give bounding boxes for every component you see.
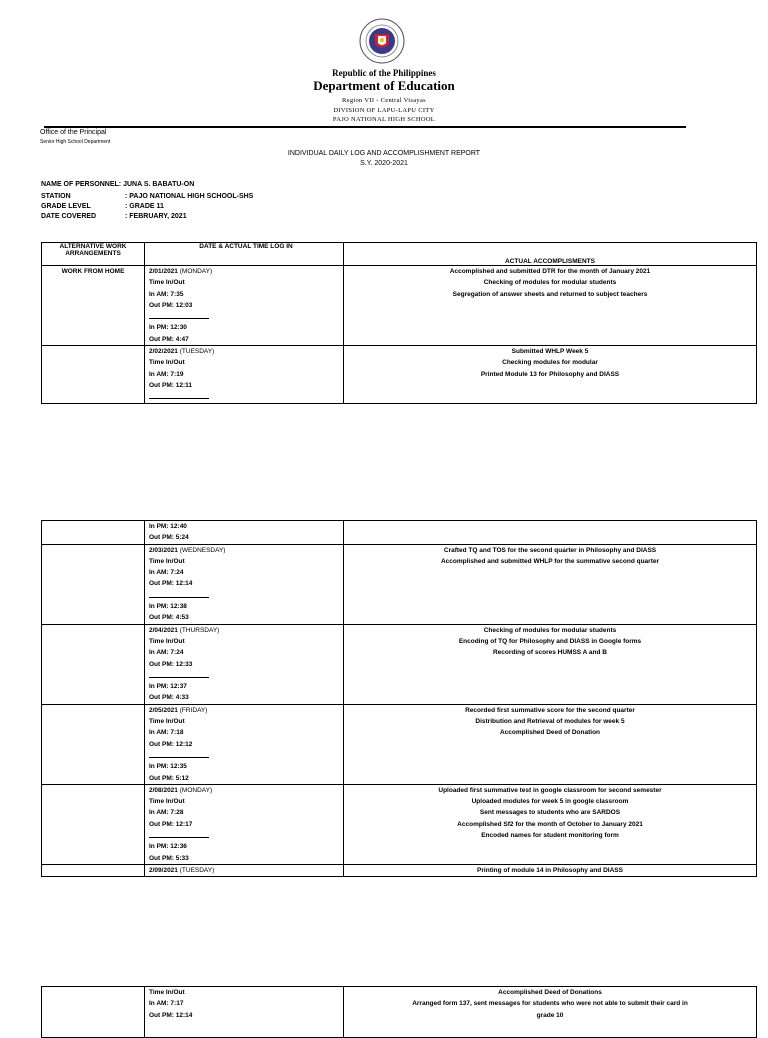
time-in-out-label: Time In/Out	[149, 637, 185, 645]
log-date: 2/02/2021	[149, 348, 178, 356]
accomplishment-item: Accomplished Sf2 for the month of October to January 2021	[457, 820, 643, 828]
arrangement-cell	[42, 864, 145, 876]
accomplishment-item: Encoded names for student monitoring form	[481, 832, 619, 840]
log-date: 2/04/2021	[149, 626, 178, 634]
accomplishment-item: Arranged form 137, sent messages for students who were not able to submit their card in	[412, 1000, 688, 1008]
header-date-log: DATE & ACTUAL TIME LOG IN	[145, 243, 344, 266]
in-am: In AM: 7:17	[149, 1000, 184, 1008]
accomplishment-cell	[344, 624, 757, 704]
log-day: (FRIDAY)	[179, 706, 208, 714]
signature-line	[149, 830, 209, 838]
log-day: (MONDAY)	[179, 268, 213, 275]
time-log-cell	[145, 784, 344, 864]
table-row	[42, 864, 757, 876]
accomplishment-item: Accomplished Deed of Donation	[499, 729, 601, 737]
table-row	[42, 987, 757, 1038]
accomplishment-item: Sent messages to students who are SARDOS	[479, 809, 621, 817]
accomplishment-cell	[344, 544, 757, 624]
grade-row	[41, 203, 164, 210]
school-year: S.Y. 2020-2021	[360, 160, 408, 167]
in-pm: In PM: 12:38	[149, 603, 187, 611]
log-day: (THURSDAY)	[179, 626, 220, 634]
log-day: (MONDAY)	[179, 786, 213, 794]
log-day: (WEDNESDAY)	[179, 546, 226, 554]
time-in-out-label: Time In/Out	[149, 279, 185, 287]
arrangement-text: WORK FROM HOME	[61, 268, 125, 275]
in-am: In AM: 7:24	[149, 649, 184, 657]
signature-line	[149, 391, 209, 399]
time-log-cell	[145, 624, 344, 704]
accomplishment-item: Uploaded modules for week 5 in google classroom	[471, 798, 629, 806]
out-pm-afternoon: Out PM: 5:12	[149, 774, 189, 782]
header-arrangements-line2: ARRANGEMENTS	[65, 250, 121, 257]
station-value: : PAJO NATIONAL HIGH SCHOOL-SHS	[125, 193, 254, 200]
time-in-out-label: Time In/Out	[149, 557, 185, 565]
time-log-cell	[145, 266, 344, 346]
out-pm: Out PM: 12:12	[149, 740, 193, 748]
table-row	[42, 544, 757, 624]
log-date: 2/08/2021	[149, 786, 178, 794]
log-table-page-3	[41, 986, 757, 1038]
accomplishment-item: Checking of modules for modular students	[483, 626, 617, 634]
arrangement-cell	[42, 346, 145, 404]
in-pm: In PM: 12:37	[149, 683, 187, 691]
header-arrangements	[42, 243, 145, 266]
out-pm: Out PM: 12:03	[149, 301, 193, 309]
station-label: STATION	[41, 193, 71, 200]
header-accomplishments: ACTUAL ACCOMPLISMENTS	[344, 243, 757, 266]
out-pm: Out PM: 12:14	[149, 580, 193, 588]
division-text: DIVISION OF LAPU-LAPU CITY	[333, 107, 435, 114]
department-heading: Department of Education	[313, 78, 455, 93]
in-pm: In PM: 12:36	[149, 843, 187, 851]
accomplishment-item: Encoding of TQ for Philosophy and DIASS in Google forms	[458, 637, 642, 645]
in-am: In AM: 7:28	[149, 809, 184, 817]
accomplishment-item: Uploaded first summative test in google classroom for second semester	[438, 786, 662, 794]
personnel-name-row	[41, 181, 194, 188]
log-table-page-2	[41, 520, 757, 877]
in-am: In AM: 7:19	[149, 370, 184, 378]
out-pm: Out PM: 12:11	[149, 381, 192, 389]
grade-label: GRADE LEVEL	[41, 203, 91, 210]
accomplishment-item: Checking of modules for modular students	[483, 279, 617, 287]
region-text: Region VII - Central Visayas	[342, 97, 426, 104]
accomplishment-cell	[344, 784, 757, 864]
date-covered-value: : FEBRUARY, 2021	[125, 213, 187, 220]
deped-seal-logo	[359, 18, 405, 64]
out-pm: Out PM: 12:17	[149, 820, 193, 828]
log-day: (TUESDAY)	[179, 348, 215, 356]
school-text: PAJO NATIONAL HIGH SCHOOL	[332, 116, 436, 123]
arrangement-cell	[42, 266, 145, 346]
log-date: 2/09/2021	[149, 866, 178, 874]
header-rule	[44, 126, 686, 128]
accomplishment-cell	[344, 346, 757, 404]
time-log-cell	[145, 521, 344, 545]
arrangement-cell	[42, 544, 145, 624]
time-log-cell	[145, 987, 344, 1038]
accomplishment-item: Crafted TQ and TOS for the second quarter in Philosophy and DIASS	[443, 546, 657, 554]
accomplishment-item: Recording of scores HUMSS A and B	[492, 649, 607, 657]
republic-heading: Republic of the Philippines	[332, 68, 436, 78]
log-date: 2/05/2021	[149, 706, 178, 714]
time-in-out-label: Time In/Out	[149, 798, 185, 806]
table-row	[42, 624, 757, 704]
out-pm-afternoon: Out PM: 4:47	[149, 335, 189, 343]
office-label: Office of the Principal	[40, 129, 107, 136]
table-row	[42, 266, 757, 346]
arrangement-cell	[42, 624, 145, 704]
arrangement-cell	[42, 784, 145, 864]
office-sub-label: Senior High School Department	[40, 139, 111, 145]
accomplishment-item: grade 10	[536, 1011, 564, 1019]
accomplishment-cell	[344, 521, 757, 545]
log-date: 2/01/2021	[149, 268, 178, 275]
log-date: 2/03/2021	[149, 546, 178, 554]
table-row	[42, 704, 757, 784]
time-log-cell	[145, 864, 344, 876]
accomplishment-cell	[344, 864, 757, 876]
accomplishment-cell	[344, 266, 757, 346]
table-row	[42, 346, 757, 404]
accomplishment-item: Distribution and Retrieval of modules for week 5	[475, 718, 625, 726]
accomplishment-item: Accomplished Deed of Donations	[498, 989, 602, 996]
out-pm-afternoon: Out PM: 5:24	[149, 534, 189, 542]
signature-line	[149, 750, 209, 758]
out-pm-afternoon: Out PM: 4:33	[149, 694, 189, 702]
time-in-out-label: Time In/Out	[149, 989, 185, 996]
time-log-cell	[145, 544, 344, 624]
time-in-out-label: Time In/Out	[149, 359, 185, 367]
name-label: NAME OF PERSONNEL:	[41, 181, 122, 188]
name-value: JUNA S. BABATU-ON	[123, 181, 195, 188]
signature-line	[149, 590, 209, 598]
in-am: In AM: 7:18	[149, 729, 184, 737]
table-row	[42, 521, 757, 545]
station-row	[41, 193, 253, 200]
header-arrangements-line1: ALTERNATIVE WORK	[59, 243, 127, 250]
accomplishment-cell	[344, 704, 757, 784]
signature-line	[149, 311, 209, 319]
grade-value: : GRADE 11	[125, 203, 164, 210]
arrangement-cell	[42, 521, 145, 545]
accomplishment-cell	[344, 987, 757, 1038]
accomplishment-item: Printing of module 14 in Philosophy and DIASS	[477, 866, 623, 874]
table-header-row	[42, 243, 757, 266]
out-pm: Out PM: 12:14	[149, 1011, 193, 1019]
log-day: (TUESDAY)	[179, 866, 215, 874]
in-pm: In PM: 12:35	[149, 763, 187, 771]
accomplishment-item: Printed Module 13 for Philosophy and DIASS	[480, 370, 620, 378]
accomplishment-item: Checking modules for modular	[502, 359, 598, 367]
time-log-cell	[145, 346, 344, 404]
accomplishment-item: Segregation of answer sheets and returned to subject teachers	[452, 290, 648, 298]
in-am: In AM: 7:35	[149, 290, 184, 298]
out-pm: Out PM: 12:33	[149, 660, 193, 668]
accomplishment-item: Recorded first summative score for the second quarter	[465, 706, 635, 714]
arrangement-cell	[42, 987, 145, 1038]
in-pm: In PM: 12:30	[149, 324, 187, 332]
date-covered-row	[41, 213, 187, 220]
log-table-page-1	[41, 242, 757, 404]
report-title: INDIVIDUAL DAILY LOG AND ACCOMPLISHMENT REPORT	[287, 150, 481, 157]
time-log-cell	[145, 704, 344, 784]
in-am: In AM: 7:24	[149, 569, 184, 577]
time-in-out-label: Time In/Out	[149, 718, 185, 726]
accomplishment-item: Accomplished and submitted WHLP for the summative second quarter	[440, 557, 660, 565]
table-row	[42, 784, 757, 864]
signature-line	[149, 670, 209, 678]
date-covered-label: DATE COVERED	[41, 213, 97, 220]
accomplishment-item: Submitted WHLP Week 5	[511, 348, 589, 356]
arrangement-cell	[42, 704, 145, 784]
out-pm-afternoon: Out PM: 5:33	[149, 854, 189, 862]
in-pm: In PM: 12:40	[149, 523, 187, 530]
out-pm-afternoon: Out PM: 4:53	[149, 614, 189, 622]
accomplishment-item: Accomplished and submitted DTR for the month of January 2021	[449, 268, 651, 275]
